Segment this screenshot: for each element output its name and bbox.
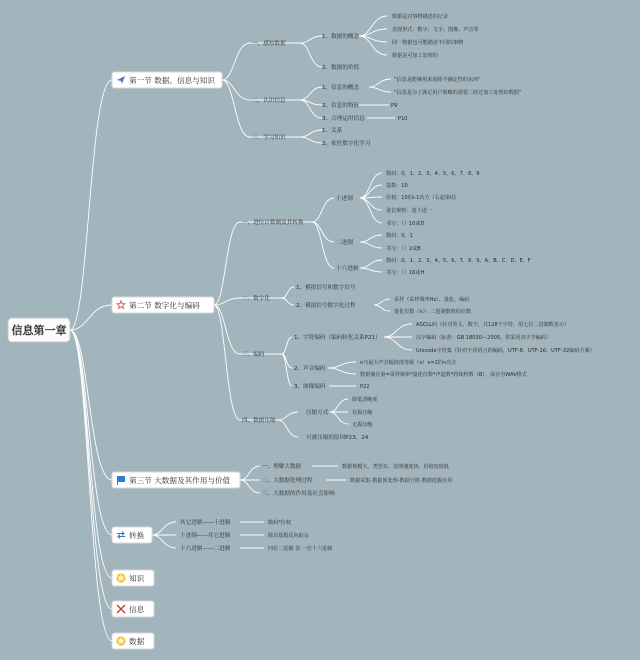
connector [369,79,391,87]
connector [300,137,322,143]
section5-title: 知识 [129,574,145,583]
connector [360,235,382,242]
section2-topic-digitization: 二、数字化 [242,296,270,302]
info-concept-node: 1、信息的概念 [322,85,360,91]
info-usage-ref: P10 [398,116,408,122]
connector [282,354,292,386]
connector [360,268,382,272]
compression-method-item: 有损压缩 [352,410,373,416]
info-feature-ref: P9 [391,103,398,109]
connector [240,480,260,493]
compression-methods-node: 压缩方式 [306,410,329,416]
connector [300,130,322,137]
connector [222,80,250,137]
connector [282,287,294,298]
bigdata-understand-detail: 数据规模大、类型多、处理速度快、价值密度低 [342,464,449,470]
connector [328,368,356,374]
connector [384,324,412,337]
connector [70,80,112,330]
image-encoding-ref: P22 [360,384,370,390]
compression-method-item: 无损压缩 [352,422,373,428]
decimal-item: 基数：10 [386,183,408,189]
char-encoding-item: 汉字编码（标准：GB 18030—2005，常采用双字节编码） [416,335,552,341]
conversion-row-detail: 除以基数反向取余 [268,533,309,539]
section1-topic-learn-knowledge: 三、学习知识 [252,135,286,141]
connector [70,330,112,578]
star-badge-icon [116,636,125,645]
connector [152,535,176,548]
data-concept-node: 1、数据的概念 [322,34,360,40]
section3-title: 第三节 大数据及其作用与价值 [129,476,231,485]
conversion-row-detail: 数码*位权 [268,520,291,526]
digitization-item: 量化位数（n）：二进制数值的位数 [394,309,472,315]
conversion-row-detail: 四位二进制 表 一位十六进制 [268,546,333,552]
decimal-item: 进位规则：逢十进一 [386,208,432,214]
data-concept-item: 数据是可加工处理的 [392,53,438,59]
hexadecimal-item: 书写：（）16或H [386,270,425,276]
section6-title: 信息 [129,605,145,614]
connector [328,362,356,368]
hexadecimal-node: 十六进制 [336,266,359,272]
compression-method-item: 降低清晰度 [352,397,378,403]
connector [214,305,240,354]
char-encoding-item: ASCLL码（针对英文、数字，共128个字符，用七位二进制数表示） [416,322,570,328]
digitization-process-node: 2、模拟信号数字化过程 [296,303,356,309]
connector [152,522,176,535]
connector [330,412,348,424]
connector [214,305,240,420]
char-encoding-item: Unicode字符集（针对不同语言的编码，UTF-8、UTF-16、UTF-32编码方案） [416,348,595,354]
connector [278,412,298,420]
info-concept-item: “信息是为了满足用户策略的需要二经过加工处理的数据” [394,90,522,96]
info-usage-node: 3、合理运用信息 [322,116,365,122]
bigdata-process-node: 二、大数据处理过程 [262,478,313,484]
connector [312,222,334,268]
hexadecimal-item: 数码：0、1、2、3、4、5、6、7、8、9、A、B、C、D、E、F [386,258,531,264]
connector [360,198,382,210]
digital-learning-node: 2、依托数字化学习 [322,141,371,147]
image-encoding-node: 3、图像编码 [294,384,326,390]
section1-title: 第一节 数据、信息与知识 [129,76,215,85]
connector [240,466,260,480]
connector [282,298,294,305]
data-concept-item: 表现形式：数字、文字、图像、声音等 [392,27,479,33]
signal-types-node: 1、模拟信号和数字信号 [296,285,356,291]
binary-item: 数码：0、1 [386,233,413,239]
conversion-row-label: 其它进制——十进制 [180,520,231,526]
connector [222,43,250,80]
section4-title: 转换 [129,531,145,540]
connector [369,87,391,92]
section7-title: 数据 [129,637,145,646]
decimal-node: 十进制 [336,196,353,202]
data-concept-item: 数据是对事物描述的记录 [392,14,449,20]
compression-reason-node: 可被压缩的原因P23、24 [306,435,369,441]
digitization-item: 采样（采样频率Hz）、量化、编码 [394,297,470,303]
info-feature-node: 2、信息的特征 [322,103,360,109]
bigdata-process-detail: 数据采集-数据预处理-数据分析-数据挖掘应用 [350,478,453,484]
star-badge-icon [116,573,125,582]
connector [312,222,334,242]
connector [330,399,348,412]
connector [384,337,412,350]
section2-topic-encoding: 三、编码 [242,352,265,358]
bigdata-understand-node: 一、理解大数据 [262,464,302,470]
data-concept-item: 同一数据也可能描述不同的事物 [392,40,464,46]
char-encoding-node: 1、字符编码（编码转化关系P21） [294,335,381,341]
binary-node: 二进制 [336,240,353,246]
connector [300,36,322,43]
decimal-item: 书写：（）10或D [386,221,425,227]
decimal-item: 数码：0、1、2、3、4、5、6、7、8、9 [386,171,480,177]
connector [300,43,322,67]
connector [70,330,112,480]
connector [282,337,292,354]
info-concept-item: “信息是能够用来消除不确定性的东西” [394,77,481,83]
connector [374,305,390,311]
section1-topic-understand-info: 二、认识信息 [252,98,286,104]
section2-topic-compression: 四、数据压缩 [242,418,276,424]
conversion-row-label: 十进制——其它进制 [180,533,231,539]
connector [360,260,382,268]
connector [312,198,334,222]
sound-encoding-item: n与最大声音幅度值等级（x）x=2的n次方 [360,360,457,366]
bigdata-impact-node: 三、大数据的作用及社会影响 [262,491,335,497]
connector [374,299,390,305]
connector [360,198,382,223]
binary-item: 书写：（）2或B [386,246,421,252]
sound-encoding-node: 2、声音编码 [294,366,326,372]
section2-title: 第二节 数字化与编码 [129,301,200,310]
connector [359,36,387,55]
connector [360,185,382,198]
connector [300,87,322,100]
connector [360,242,382,248]
decimal-item: 位权：10的i-1次方（右起第i位 [386,195,457,201]
connector [214,222,240,305]
sound-encoding-item: 数据储存量=采样频率*量化位数*声道数*持续秒数（B），保存为WAV格式 [360,372,527,378]
section2-topic-number-systems: 一、进位计数制及其转换 [242,220,304,226]
relation-node: 1、关系 [322,128,343,134]
data-value-node: 2、数据的价值 [322,65,360,71]
conversion-row-label: 十六进制——二进制 [180,546,231,552]
connector [278,420,298,437]
connector [359,16,387,36]
section1-topic-perceive-data: 一、感知数据 [252,41,286,47]
root-label: 信息第一章 [11,324,67,337]
